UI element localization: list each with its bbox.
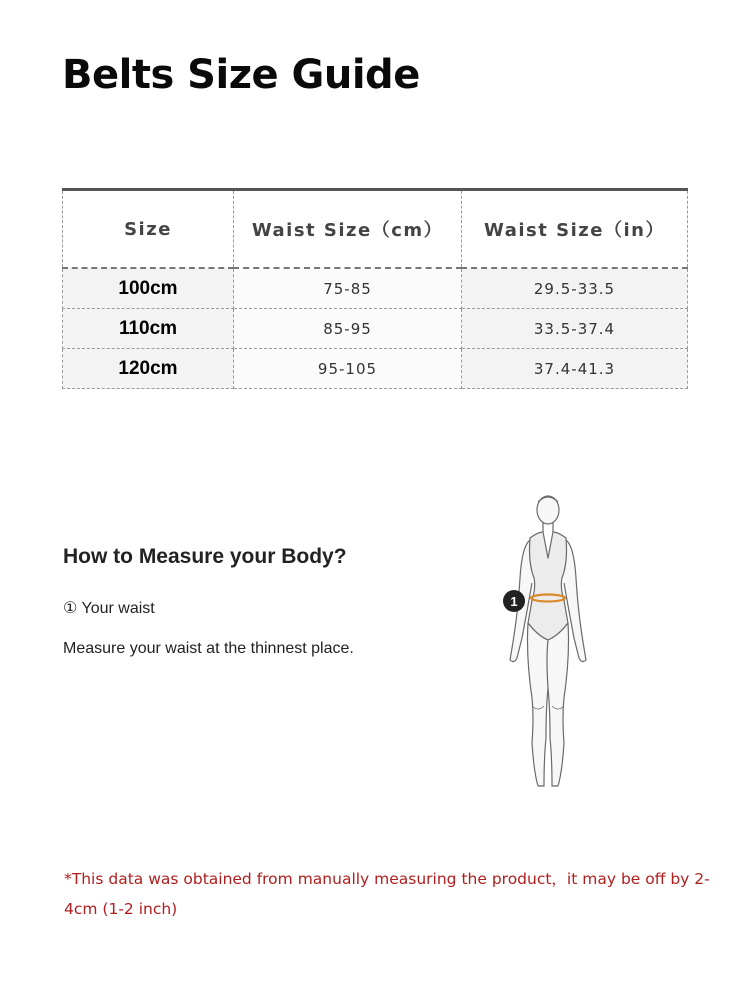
size-cell: 110cm <box>63 309 234 349</box>
waist-item-label: ① Your waist <box>63 600 155 617</box>
table-row <box>63 268 688 309</box>
table-header-row <box>63 190 688 269</box>
body-figure-illustration <box>490 488 600 798</box>
measure-instruction: Measure your waist at the thinnest place. <box>63 640 354 657</box>
disclaimer-note: *This data was obtained from manually measuring the product，it may be off by 2-4cm (1-2 inch) <box>64 870 710 918</box>
size-table <box>62 188 688 389</box>
waist-cm-cell: 75-85 <box>234 268 462 309</box>
table-row <box>63 309 688 349</box>
size-cell: 100cm <box>63 268 234 309</box>
marker-number: 1 <box>510 594 518 609</box>
torso-shape <box>528 532 568 640</box>
table-row <box>63 349 688 389</box>
header-waist-in: Waist Size（in） <box>462 190 688 269</box>
waist-cm-cell: 85-95 <box>234 309 462 349</box>
left-leg-shape <box>528 623 550 786</box>
header-size: Size <box>63 190 234 269</box>
header-waist-cm: Waist Size（cm） <box>234 190 462 269</box>
waist-in-cell: 37.4-41.3 <box>462 349 688 389</box>
page-title: Belts Size Guide <box>62 52 420 98</box>
waist-in-cell: 29.5-33.5 <box>462 268 688 309</box>
waist-cm-cell: 95-105 <box>234 349 462 389</box>
size-cell: 120cm <box>63 349 234 389</box>
waist-in-cell: 33.5-37.4 <box>462 309 688 349</box>
measure-heading: How to Measure your Body? <box>63 545 347 568</box>
right-leg-shape <box>547 623 569 786</box>
